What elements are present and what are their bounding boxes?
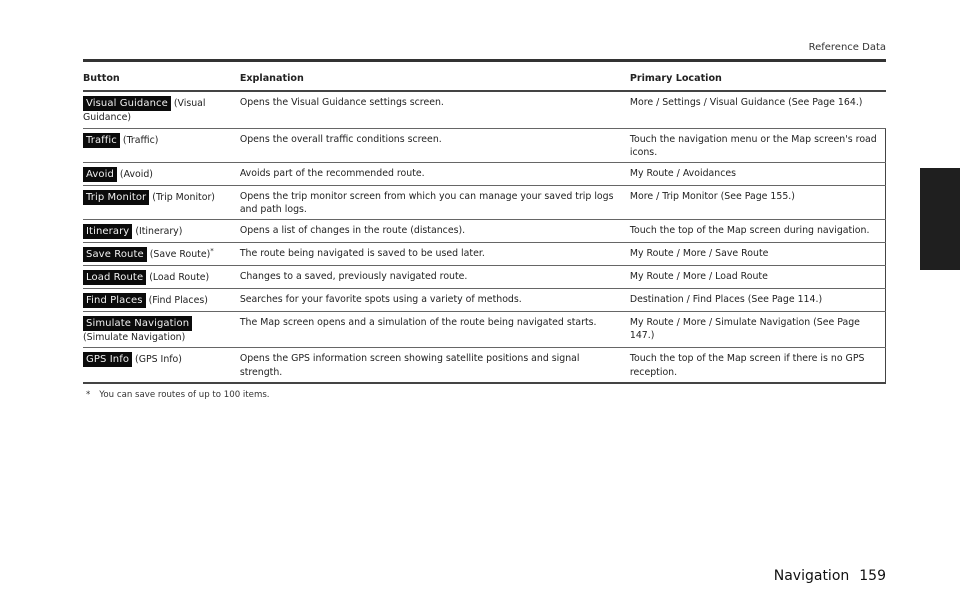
column-header-explanation: Explanation [240, 67, 630, 91]
location-cell: Touch the top of the Map screen during navigation. [630, 220, 886, 243]
section-label: Reference Data [808, 42, 886, 53]
button-cell [83, 312, 240, 348]
table-row [83, 289, 886, 312]
button-name-paren: (GPS Info) [135, 354, 182, 366]
ui-button-label: Find Places [83, 293, 146, 308]
button-name-paren: (Traffic) [122, 134, 159, 146]
button-cell [83, 289, 240, 312]
button-name-paren: (Visual Guidance) [83, 98, 206, 124]
table-row [83, 128, 886, 162]
ui-button-label: Avoid [83, 167, 117, 182]
table-body [83, 91, 886, 382]
footnote-text: You can save routes of up to 100 items. [99, 390, 270, 400]
button-cell [83, 243, 240, 266]
explanation-cell: The route being navigated is saved to be used later. [240, 243, 630, 266]
location-cell: More / Trip Monitor (See Page 155.) [630, 185, 886, 219]
footnote-mark: * [86, 390, 91, 400]
explanation-cell: Opens the GPS information screen showing satellite positions and signal strength. [240, 348, 630, 383]
table-row [83, 185, 886, 219]
button-name-paren: (Trip Monitor) [152, 191, 215, 203]
ui-button-label: Simulate Navigation [83, 316, 192, 331]
button-name-paren: (Simulate Navigation) [83, 332, 186, 344]
explanation-cell: Opens a list of changes in the route (distances). [240, 220, 630, 243]
table-row [83, 91, 886, 128]
table-row [83, 266, 886, 289]
table-row [83, 348, 886, 383]
table-row [83, 220, 886, 243]
button-cell [83, 162, 240, 185]
button-cell [83, 266, 240, 289]
button-name-paren: (Avoid) [119, 168, 153, 180]
explanation-cell: Avoids part of the recommended route. [240, 162, 630, 185]
location-cell: Destination / Find Places (See Page 114.) [630, 289, 886, 312]
button-name-paren: (Load Route) [149, 272, 210, 284]
explanation-cell: The Map screen opens and a simulation of the route being navigated starts. [240, 312, 630, 348]
button-cell [83, 185, 240, 219]
button-cell [83, 348, 240, 383]
button-cell [83, 91, 240, 128]
explanation-cell: Changes to a saved, previously navigated route. [240, 266, 630, 289]
column-header-location: Primary Location [630, 67, 886, 91]
footnote [86, 390, 270, 400]
explanation-cell: Searches for your favorite spots using a variety of methods. [240, 289, 630, 312]
explanation-cell: Opens the Visual Guidance settings screen. [240, 91, 630, 128]
button-name-paren: (Find Places) [148, 295, 208, 307]
explanation-cell: Opens the overall traffic conditions screen. [240, 128, 630, 162]
ui-button-label: Itinerary [83, 224, 132, 239]
explanation-cell: Opens the trip monitor screen from which you can manage your saved trip logs and path logs. [240, 185, 630, 219]
button-cell [83, 128, 240, 162]
side-tab-marker [920, 168, 960, 270]
table-row [83, 162, 886, 185]
location-cell: My Route / Avoidances [630, 162, 886, 185]
button-name-paren: (Save Route) [149, 249, 211, 261]
footnote-reference: * [210, 247, 214, 256]
table-header-row [83, 67, 886, 91]
location-cell: Touch the top of the Map screen if there is no GPS reception. [630, 348, 886, 383]
ui-button-label: GPS Info [83, 352, 132, 367]
reference-table [83, 67, 886, 384]
button-cell [83, 220, 240, 243]
page-number: 159 [859, 568, 886, 584]
table-row [83, 312, 886, 348]
ui-button-label: Visual Guidance [83, 96, 171, 111]
footer-title: Navigation [773, 568, 850, 584]
location-cell: My Route / More / Load Route [630, 266, 886, 289]
location-cell: Touch the navigation menu or the Map screen's road icons. [630, 128, 886, 162]
table-row [83, 243, 886, 266]
ui-button-label: Traffic [83, 133, 120, 148]
page-footer [774, 568, 886, 584]
column-header-button: Button [83, 67, 240, 91]
ui-button-label: Trip Monitor [83, 190, 149, 205]
location-cell: My Route / More / Save Route [630, 243, 886, 266]
location-cell: More / Settings / Visual Guidance (See Page 164.) [630, 91, 886, 128]
top-rule [83, 59, 886, 62]
ui-button-label: Load Route [83, 270, 146, 285]
button-name-paren: (Itinerary) [135, 226, 183, 238]
location-cell: My Route / More / Simulate Navigation (See Page 147.) [630, 312, 886, 348]
ui-button-label: Save Route [83, 247, 147, 262]
